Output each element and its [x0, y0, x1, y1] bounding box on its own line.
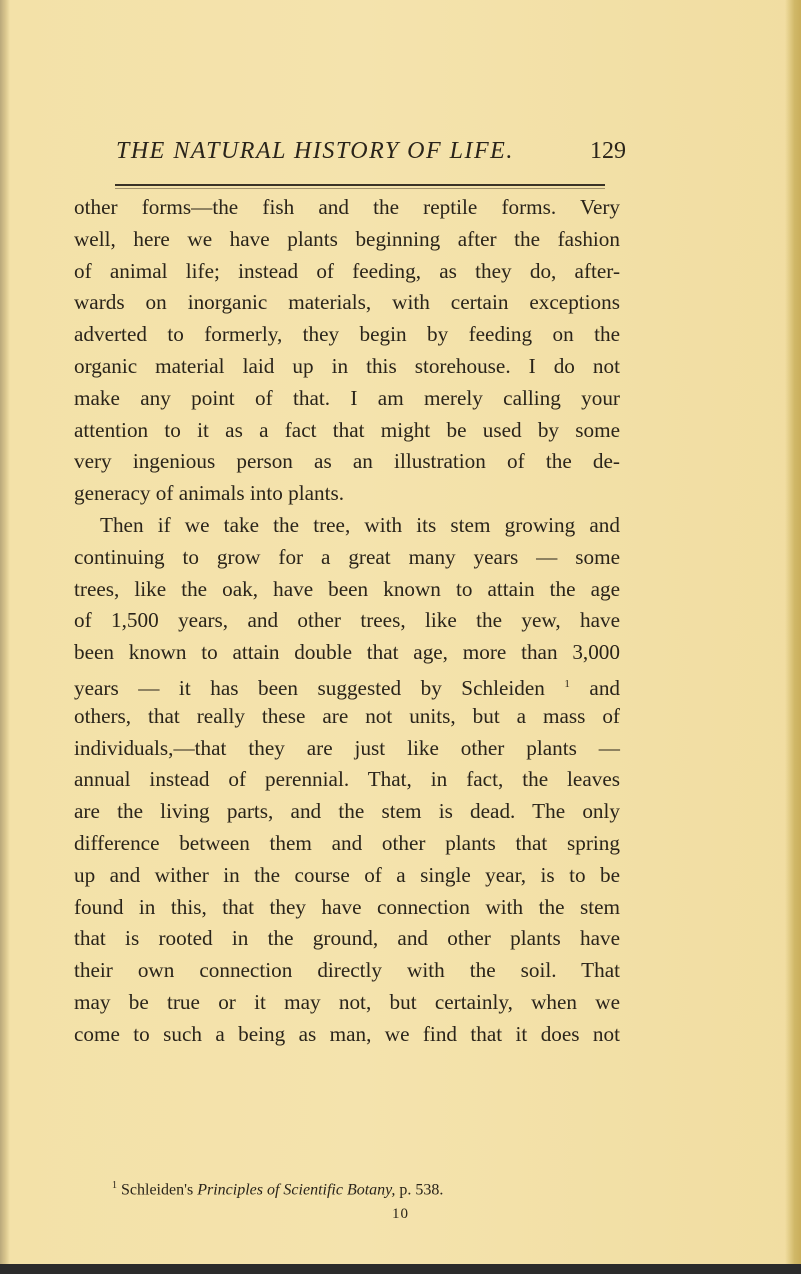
- body-text: [74, 192, 620, 1051]
- page-bottom-edge: [0, 1264, 801, 1274]
- text-line: been known to attain double that age, more than 3,000: [74, 640, 620, 665]
- footnote-suffix: p. 538.: [399, 1181, 444, 1199]
- text-line: annual instead of perennial. That, in fact, the leaves: [74, 767, 620, 792]
- text-line: organic material laid up in this storehouse. I do not: [74, 353, 620, 378]
- footnote: [112, 1176, 632, 1200]
- text-line-with-reference: [74, 669, 620, 701]
- text-line-end: and: [589, 676, 621, 701]
- text-line: their own connection directly with the soil. That: [74, 958, 620, 983]
- running-title: THE NATURAL HISTORY OF LIFE.: [116, 138, 514, 164]
- text-line: may be true or it may not, but certainly, when we: [74, 989, 620, 1014]
- page-header: [116, 138, 626, 172]
- text-line: are the living parts, and the stem is dead. The only: [74, 799, 620, 824]
- text-line: very ingenious person as an illustration of the de-: [74, 449, 620, 474]
- footnote-reference: 1: [564, 677, 570, 690]
- text-line: that is rooted in the ground, and other plants have: [74, 926, 620, 951]
- signature-mark: 10: [392, 1206, 409, 1222]
- text-line: make any point of that. I am merely calling your: [74, 385, 620, 410]
- text-line: well, here we have plants beginning after the fashion: [74, 226, 620, 251]
- footnote-mark: 1: [112, 1180, 117, 1191]
- header-rule: [115, 184, 605, 186]
- footnote-title: Principles of Scientific Botany,: [197, 1181, 396, 1199]
- text-line: wards on inorganic materials, with certain exceptions: [74, 290, 620, 315]
- text-line: difference between them and other plants that spring: [74, 830, 620, 855]
- text-line: attention to it as a fact that might be used by some: [74, 417, 620, 442]
- page-edge-right: [785, 0, 801, 1274]
- text-line: Then if we take the tree, with its stem growing and: [100, 512, 620, 537]
- text-line: up and wither in the course of a single year, is to be: [74, 862, 620, 887]
- text-line: adverted to formerly, they begin by feeding on the: [74, 322, 620, 347]
- footnote-prefix: Schleiden's: [121, 1181, 194, 1199]
- text-line: of animal life; instead of feeding, as they do, after-: [74, 258, 620, 283]
- text-line: trees, like the oak, have been known to attain the age: [74, 576, 620, 601]
- text-line: found in this, that they have connection with the stem: [74, 894, 620, 919]
- page-number: 129: [590, 138, 626, 164]
- text-line: other forms—the fish and the reptile forms. Very: [74, 195, 620, 219]
- text-line: come to such a being as man, we find that it does not: [74, 1021, 620, 1046]
- text-line: of 1,500 years, and other trees, like the yew, have: [74, 608, 620, 633]
- text-line-start: years — it has been suggested by Schleiden: [74, 676, 545, 701]
- text-line: continuing to grow for a great many years — some: [74, 544, 620, 569]
- page-gutter-shadow: [0, 0, 10, 1274]
- text-line: others, that really these are not units, but a mass of: [74, 703, 620, 728]
- text-line: individuals,—that they are just like other plants —: [74, 735, 620, 760]
- header-rule-thin: [115, 188, 605, 189]
- text-line: generacy of animals into plants.: [74, 481, 345, 506]
